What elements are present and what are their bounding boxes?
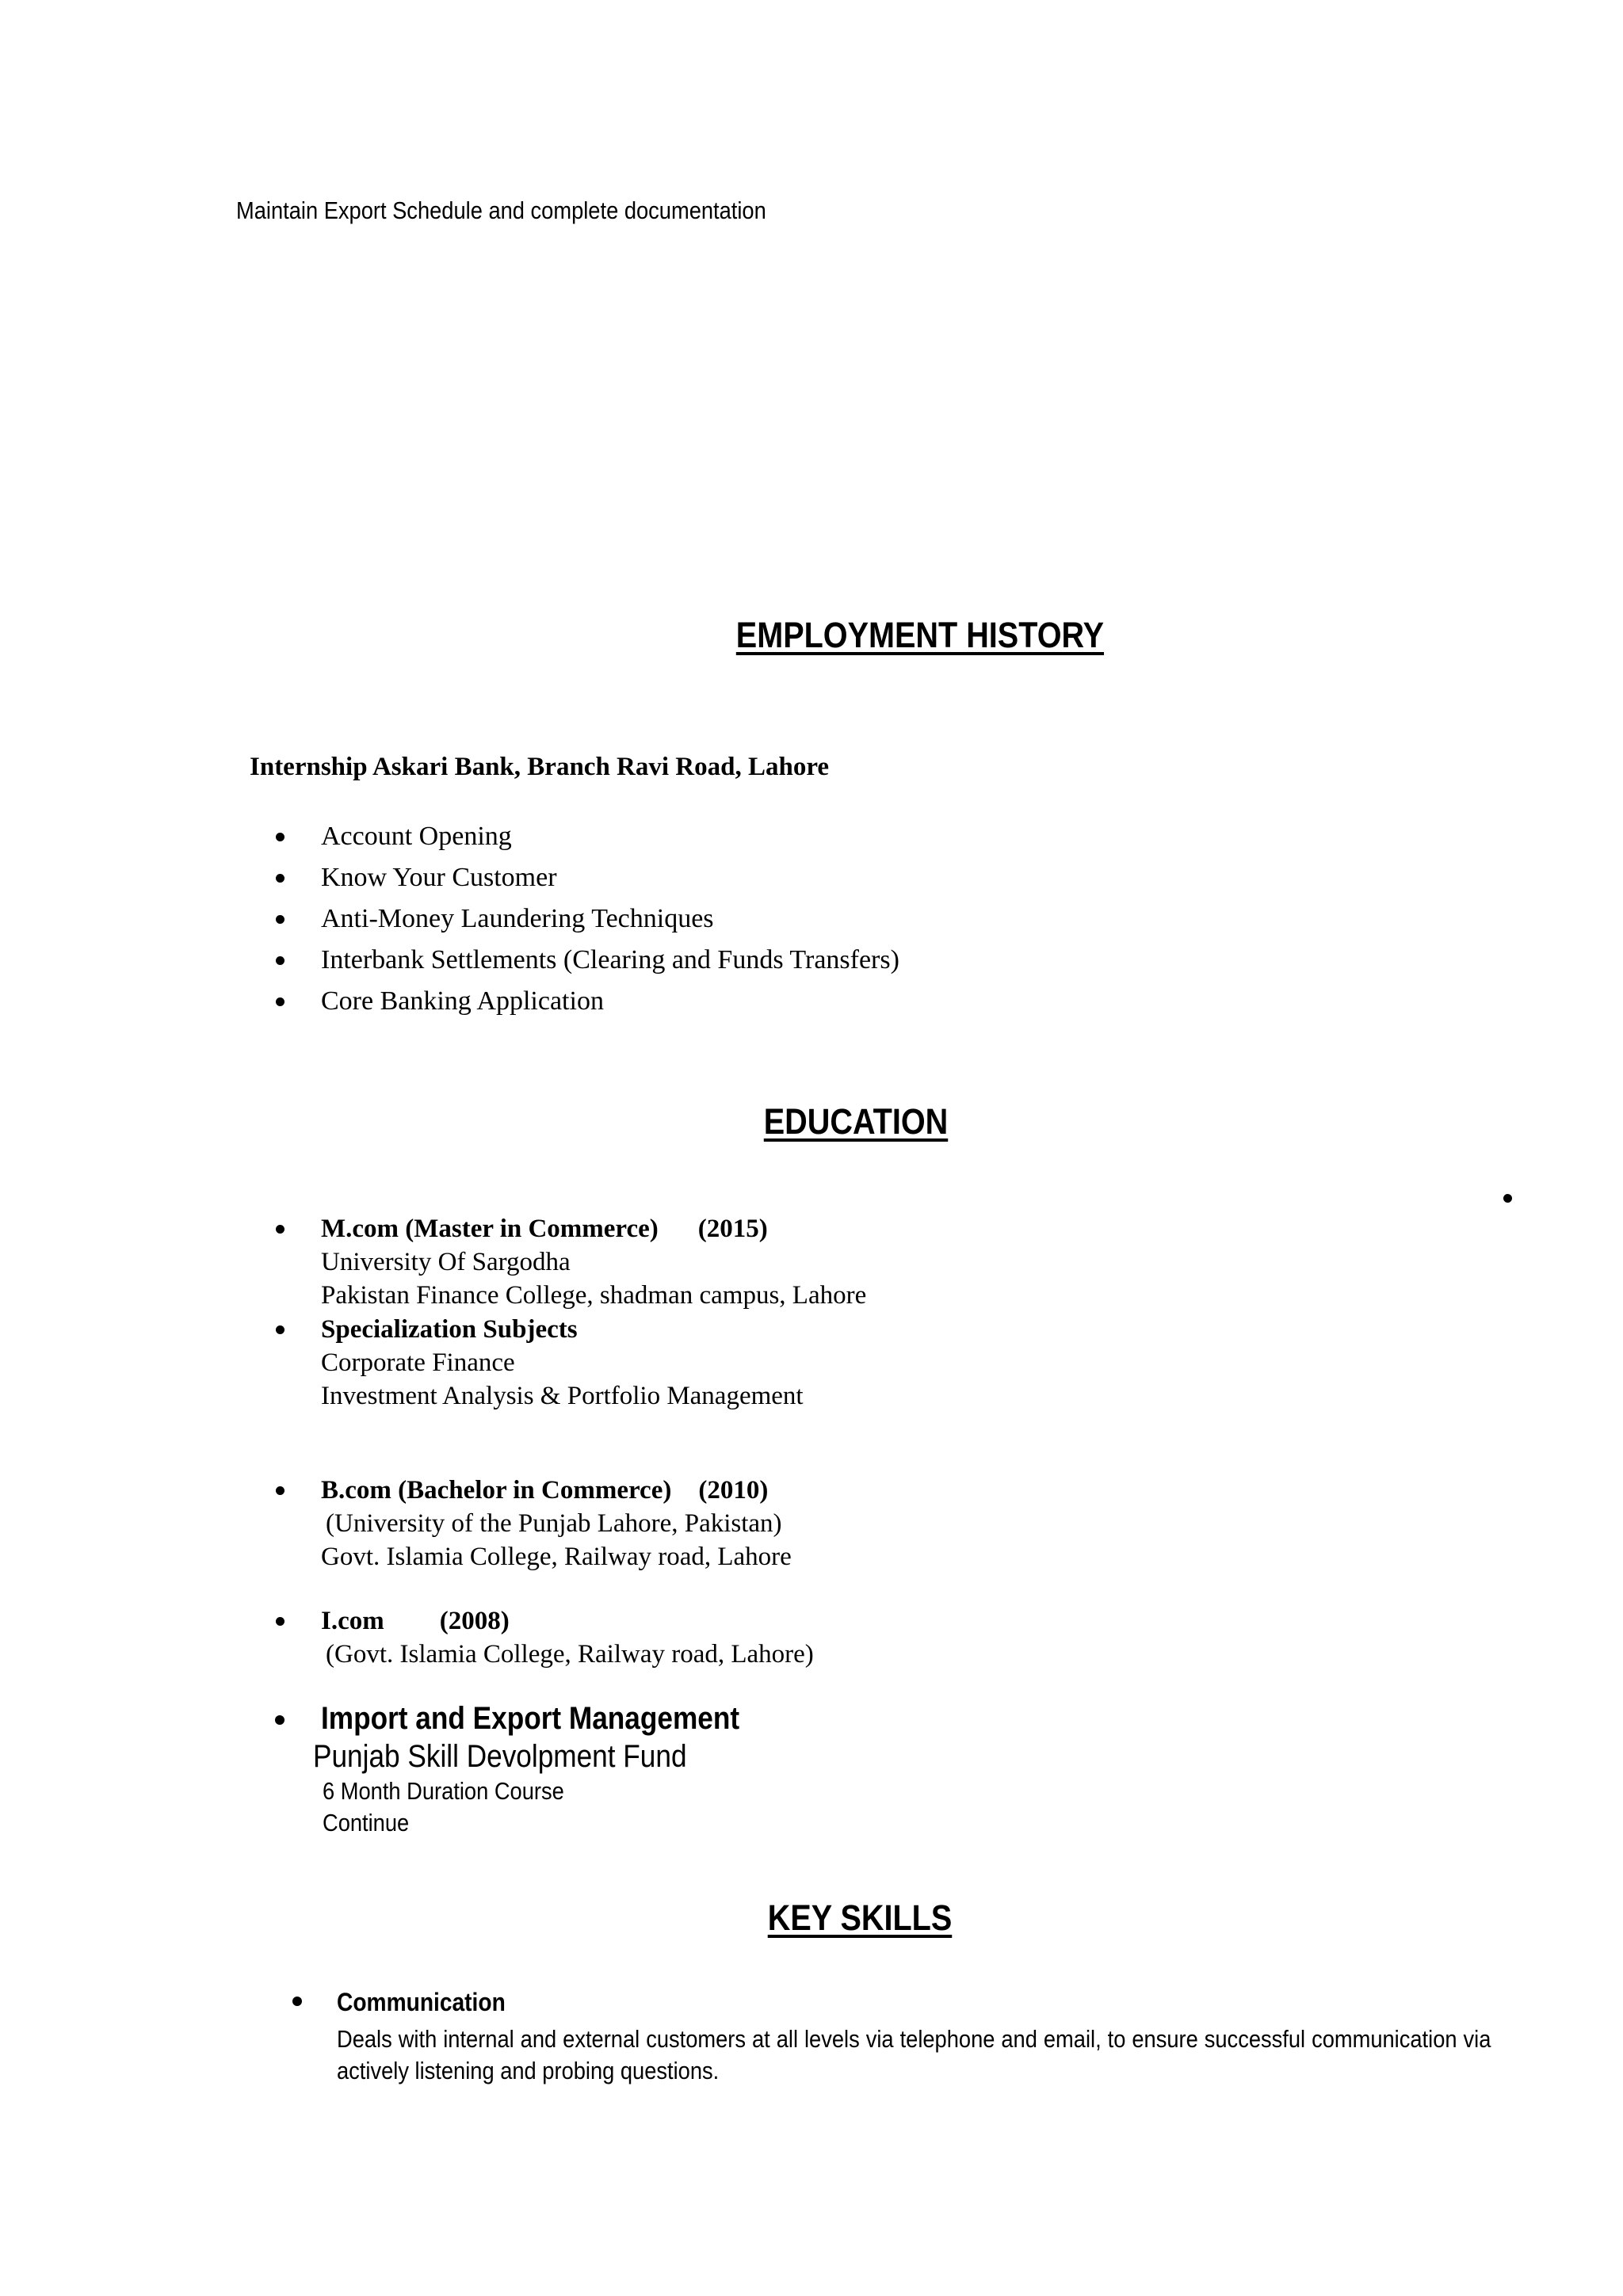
college: Pakistan Finance College, shadman campus, Lahore (321, 1281, 867, 1310)
key-skills-heading: KEY SKILLS (767, 1897, 953, 1938)
university: University Of Sargodha (321, 1248, 571, 1276)
skill-title: Communication (337, 1988, 506, 2016)
employment-duties-list (321, 816, 899, 1022)
subject: Corporate Finance (321, 1348, 515, 1377)
course-status: Continue (323, 1809, 410, 1836)
bullet-icon (276, 915, 285, 924)
education-heading: EDUCATION (763, 1101, 949, 1142)
education-course (313, 1699, 796, 1839)
job-title: Internship Askari Bank, Branch Ravi Road, Lahore (250, 753, 830, 781)
bullet-icon (276, 874, 285, 883)
list-item: Account Opening (321, 816, 899, 857)
list-item: Interbank Settlements (Clearing and Funds Transfers) (321, 940, 899, 981)
education-mcom (321, 1212, 866, 1312)
course-provider: Punjab Skill Devolpment Fund (313, 1739, 687, 1774)
bullet-icon (275, 1715, 285, 1725)
bullet-icon (292, 1997, 302, 2006)
list-item: Anti-Money Laundering Techniques (321, 898, 899, 940)
degree-year: (2010) (698, 1476, 769, 1505)
list-item: Know Your Customer (321, 857, 899, 898)
bullet-icon (1503, 1194, 1512, 1203)
subject: Investment Analysis & Portfolio Management (321, 1382, 804, 1410)
bullet-icon (276, 1325, 285, 1334)
degree-year: (2008) (439, 1607, 510, 1635)
specialization-title: Specialization Subjects (321, 1315, 578, 1344)
course-duration: 6 Month Duration Course (323, 1777, 564, 1805)
degree-title: B.com (Bachelor in Commerce) (321, 1476, 672, 1505)
college: Govt. Islamia College, Railway road, Lahore (321, 1543, 792, 1571)
education-specialization (321, 1313, 804, 1413)
top-note: Maintain Export Schedule and complete documentation (236, 196, 766, 224)
education-bcom (321, 1474, 792, 1573)
degree-title: I.com (321, 1607, 384, 1635)
skill-item (337, 1985, 1490, 2087)
bullet-icon (276, 1225, 285, 1234)
college: (Govt. Islamia College, Railway road, Lahore) (326, 1640, 814, 1669)
education-icom (321, 1604, 814, 1671)
degree-year: (2015) (697, 1215, 768, 1243)
course-title: Import and Export Management (321, 1701, 740, 1736)
skill-description: Deals with internal and external customers at all levels via telephone and email, to ensure successful communication via actively listening and probing questions. (337, 2025, 1491, 2084)
employment-history-heading: EMPLOYMENT HISTORY (735, 615, 1105, 655)
list-item: Core Banking Application (321, 981, 899, 1022)
university: (University of the Punjab Lahore, Pakistan) (326, 1509, 782, 1538)
bullet-icon (276, 1486, 285, 1495)
bullet-icon (276, 956, 285, 965)
degree-title: M.com (Master in Commerce) (321, 1215, 659, 1243)
bullet-icon (276, 1617, 285, 1626)
bullet-icon (276, 997, 285, 1006)
bullet-icon (276, 833, 285, 841)
